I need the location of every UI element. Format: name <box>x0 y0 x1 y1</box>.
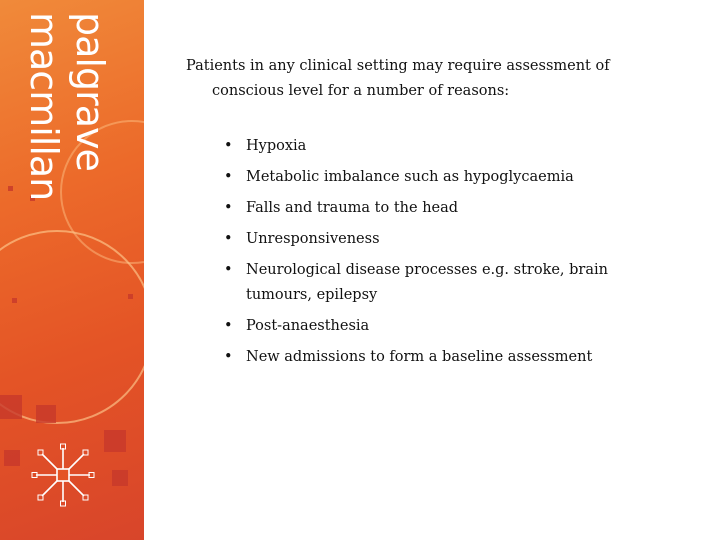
brand-name-line-1: palgrave <box>68 12 112 171</box>
list-item-text: Hypoxia <box>246 138 307 154</box>
list-item <box>186 314 666 339</box>
decorative-square <box>104 430 126 452</box>
publisher-logotype <box>14 12 112 201</box>
list-item <box>186 134 666 159</box>
decorative-square <box>0 395 22 419</box>
decorative-square <box>12 298 17 303</box>
bullet-icon: • <box>224 318 233 334</box>
list-item-text: Neurological disease processes e.g. stroke, brain tumours, epilepsy <box>246 262 608 303</box>
decorative-square <box>4 450 20 466</box>
list-item <box>186 227 666 252</box>
list-item-text: Metabolic imbalance such as hypoglycaemia <box>246 169 574 185</box>
decorative-square <box>128 294 133 299</box>
brand-name-line-2: macmillan <box>22 12 66 201</box>
list-item <box>186 196 666 221</box>
list-item <box>186 258 666 308</box>
list-item-text: Falls and trauma to the head <box>246 200 459 216</box>
bullet-icon: • <box>224 349 233 365</box>
publisher-star-logo-icon <box>30 442 96 508</box>
list-item-text: New admissions to form a baseline assessment <box>246 349 593 365</box>
bullet-icon: • <box>224 138 233 154</box>
list-item-text: Unresponsiveness <box>246 231 380 247</box>
list-item-text: Post-anaesthesia <box>246 318 370 334</box>
decorative-square <box>112 470 128 486</box>
slide-content <box>186 54 666 376</box>
bullet-icon: • <box>224 231 233 247</box>
intro-paragraph: Patients in any clinical setting may require assessment of conscious level for a number of reasons: <box>186 58 610 99</box>
bullet-icon: • <box>224 262 233 278</box>
list-item <box>186 345 666 370</box>
list-item <box>186 165 666 190</box>
bullet-icon: • <box>224 169 233 185</box>
decorative-square <box>8 186 13 191</box>
decorative-square <box>36 405 56 423</box>
reasons-list <box>186 134 666 370</box>
bullet-icon: • <box>224 200 233 216</box>
brand-sidebar <box>0 0 144 540</box>
